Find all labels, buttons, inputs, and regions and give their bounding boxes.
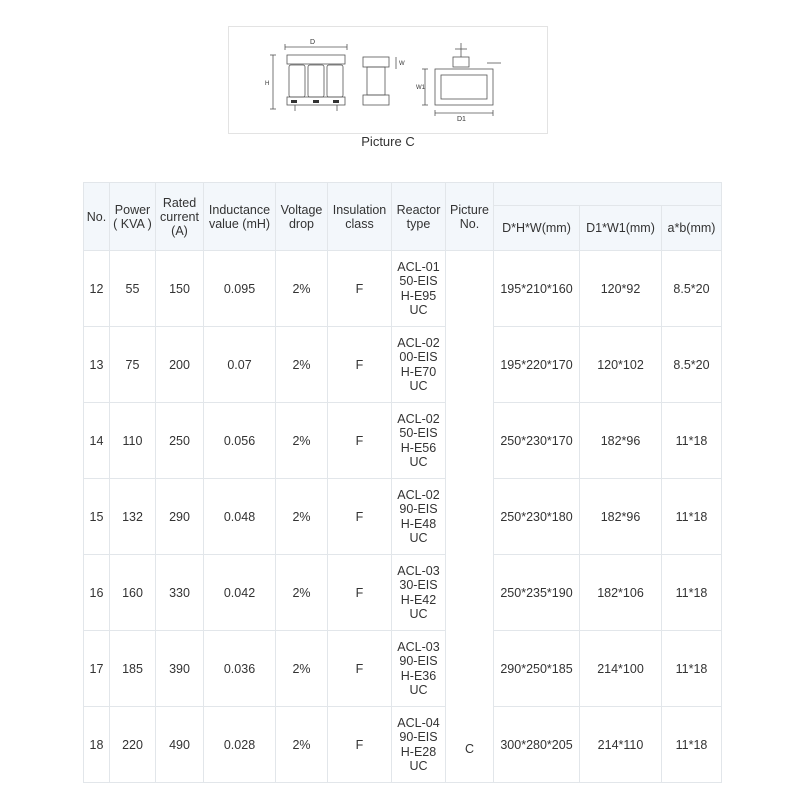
cell-reactor-type — [392, 479, 446, 555]
cell-insulation: F — [328, 251, 392, 327]
reactor-type-text: ACL-0250-EISH-E56UC — [397, 411, 440, 469]
cell-no: 13 — [84, 327, 110, 403]
cell-reactor-type — [392, 555, 446, 631]
dimension-label-d: D — [310, 39, 316, 46]
dimension-label-w: W — [399, 61, 405, 67]
cell-ab: 11*18 — [662, 631, 722, 707]
reactor-technical-drawing — [229, 27, 549, 135]
cell-voltage-drop: 2% — [276, 327, 328, 403]
cell-dhw: 195*220*170 — [494, 327, 580, 403]
cell-insulation: F — [328, 707, 392, 783]
cell-inductance: 0.056 — [204, 403, 276, 479]
cell-dhw: 250*230*170 — [494, 403, 580, 479]
reactor-type-text: ACL-0490-EISH-E28UC — [397, 715, 440, 773]
cell-reactor-type — [392, 327, 446, 403]
cell-inductance: 0.028 — [204, 707, 276, 783]
cell-no: 16 — [84, 555, 110, 631]
cell-voltage-drop: 2% — [276, 403, 328, 479]
cell-inductance: 0.07 — [204, 327, 276, 403]
cell-ab: 8.5*20 — [662, 327, 722, 403]
cell-ab: 8.5*20 — [662, 251, 722, 327]
figure-caption: Picture C — [361, 134, 415, 149]
table-row — [84, 631, 722, 707]
cell-insulation: F — [328, 555, 392, 631]
cell-current: 490 — [156, 707, 204, 783]
cell-current: 390 — [156, 631, 204, 707]
table-row — [84, 479, 722, 555]
cell-insulation: F — [328, 479, 392, 555]
cell-picture-no: C — [446, 251, 494, 783]
cell-power: 132 — [110, 479, 156, 555]
dimension-label-w1: W1 — [416, 85, 425, 91]
header-reactor-type: Reactor type — [392, 183, 446, 251]
cell-d1w1: 120*102 — [580, 327, 662, 403]
cell-voltage-drop: 2% — [276, 631, 328, 707]
table-row — [84, 707, 722, 783]
reactor-type-text: ACL-0330-EISH-E42UC — [397, 563, 440, 621]
header-picture-no: Picture No. — [446, 183, 494, 251]
header-insulation-class: Insulation class — [328, 183, 392, 251]
cell-power: 160 — [110, 555, 156, 631]
header-rated-current: Rated current (A) — [156, 183, 204, 251]
cell-d1w1: 214*110 — [580, 707, 662, 783]
cell-dhw: 250*235*190 — [494, 555, 580, 631]
cell-reactor-type — [392, 631, 446, 707]
cell-current: 250 — [156, 403, 204, 479]
cell-voltage-drop: 2% — [276, 251, 328, 327]
cell-current: 200 — [156, 327, 204, 403]
cell-insulation: F — [328, 327, 392, 403]
reactor-spec-table — [83, 182, 722, 783]
cell-no: 15 — [84, 479, 110, 555]
header-d1w1: D1*W1(mm) — [580, 206, 662, 251]
cell-ab: 11*18 — [662, 555, 722, 631]
reactor-type-text: ACL-0390-EISH-E36UC — [397, 639, 440, 697]
table-row — [84, 327, 722, 403]
cell-no: 12 — [84, 251, 110, 327]
dimension-label-h: H — [265, 81, 270, 87]
cell-no: 18 — [84, 707, 110, 783]
cell-inductance: 0.048 — [204, 479, 276, 555]
header-no: No. — [84, 183, 110, 251]
reactor-type-text: ACL-0290-EISH-E48UC — [397, 487, 440, 545]
cell-inductance: 0.042 — [204, 555, 276, 631]
reactor-type-text: ACL-0200-EISH-E70UC — [397, 335, 440, 393]
table-row — [84, 251, 722, 327]
cell-reactor-type — [392, 707, 446, 783]
table-row — [84, 403, 722, 479]
cell-d1w1: 182*96 — [580, 479, 662, 555]
cell-reactor-type — [392, 403, 446, 479]
cell-no: 17 — [84, 631, 110, 707]
header-voltage-drop: Voltage drop — [276, 183, 328, 251]
cell-d1w1: 182*106 — [580, 555, 662, 631]
cell-current: 150 — [156, 251, 204, 327]
cell-power: 110 — [110, 403, 156, 479]
cell-reactor-type — [392, 251, 446, 327]
table-row — [84, 555, 722, 631]
cell-ab: 11*18 — [662, 707, 722, 783]
cell-insulation: F — [328, 631, 392, 707]
cell-d1w1: 182*96 — [580, 403, 662, 479]
cell-inductance: 0.036 — [204, 631, 276, 707]
header-power: Power ( KVA ) — [110, 183, 156, 251]
cell-d1w1: 120*92 — [580, 251, 662, 327]
cell-power: 75 — [110, 327, 156, 403]
header-inductance: Inductance value (mH) — [204, 183, 276, 251]
reactor-drawing-figure — [228, 26, 548, 134]
cell-d1w1: 214*100 — [580, 631, 662, 707]
dimension-label-d1: D1 — [457, 116, 466, 123]
cell-insulation: F — [328, 403, 392, 479]
cell-current: 290 — [156, 479, 204, 555]
cell-dhw: 300*280*205 — [494, 707, 580, 783]
cell-ab: 11*18 — [662, 403, 722, 479]
header-dimensions-group — [494, 183, 722, 206]
cell-voltage-drop: 2% — [276, 479, 328, 555]
header-ab: a*b(mm) — [662, 206, 722, 251]
cell-current: 330 — [156, 555, 204, 631]
cell-dhw: 195*210*160 — [494, 251, 580, 327]
cell-voltage-drop: 2% — [276, 707, 328, 783]
cell-voltage-drop: 2% — [276, 555, 328, 631]
cell-dhw: 250*230*180 — [494, 479, 580, 555]
cell-dhw: 290*250*185 — [494, 631, 580, 707]
cell-power: 220 — [110, 707, 156, 783]
header-dhw: D*H*W(mm) — [494, 206, 580, 251]
cell-power: 55 — [110, 251, 156, 327]
cell-no: 14 — [84, 403, 110, 479]
cell-power: 185 — [110, 631, 156, 707]
cell-ab: 11*18 — [662, 479, 722, 555]
cell-inductance: 0.095 — [204, 251, 276, 327]
reactor-type-text: ACL-0150-EISH-E95UC — [397, 259, 440, 317]
